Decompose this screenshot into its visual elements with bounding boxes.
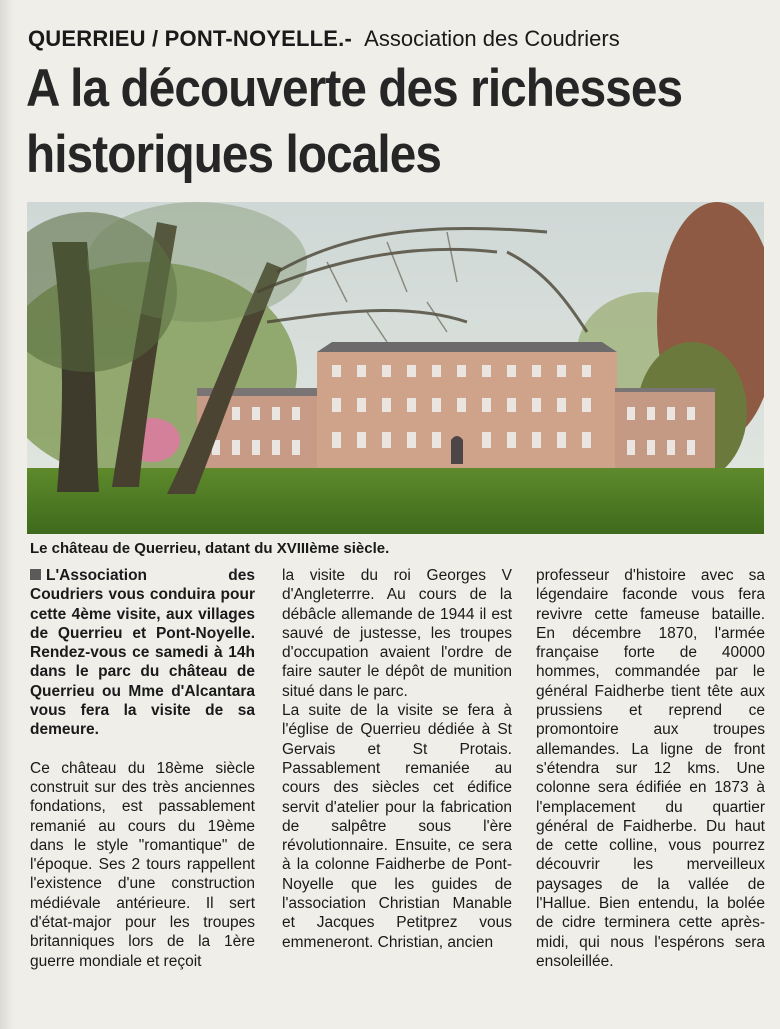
kicker-association: Association des Coudriers (364, 26, 620, 51)
article-lead-text: L'Association des Coudriers vous conduira pour cette 4ème visite, aux villages de Querrieu et Pont-Noyelle. Rendez-vous ce samedi à 14h dans le parc du château de Querrieu ou Mme d'Alcantara vous fera la visite de sa demeure. (30, 567, 255, 739)
kicker-location: QUERRIEU / PONT-NOYELLE.- (28, 26, 353, 51)
article-column-2 (282, 566, 512, 952)
article-paragraph: Ce château du 18ème siècle construit sur des très anciennes fondations, est passablement remanié au cours du 19ème dans le style "romantique" de l'époque. Ses 2 tours rappellent l'existence d'une construction médiévale antérieure. Il sert d'état-major pour les troupes britanniques lors de la 1ère guerre mondiale et reçoit (30, 759, 255, 970)
article-paragraph: professeur d'histoire avec sa légendaire faconde vous fera revivre cette fameuse bataille. En décembre 1870, l'armée française forte de 40000 hommes, commandée par le général Faidherbe tient tête aux prussiens et reprend ce promontoire aux troupes allemandes. La ligne de front s'étendra sur 12 kms. Une colonne sera édifiée en 1873 à l'emplacement du quartier général de Faidherbe. Du haut de cette colline, vous pourrez découvrir les merveilleux paysages de la vallée de l'Hallue. Bien entendu, la bolée de cidre terminera cette après-midi, qui nous l'espérons sera ensoleillée. (536, 567, 765, 970)
bullet-square-icon (30, 569, 41, 580)
headline: A la découverte des richesses historiques locales (26, 59, 683, 184)
kicker (28, 24, 620, 54)
chateau-photo (27, 202, 764, 534)
article-column-3 (536, 566, 765, 971)
article-paragraph: la visite du roi Georges V d'Angleterrre. Au cours de la débâcle allemande de 1944 il est sauvé de justesse, les troupes d'occupation avaient l'ordre de faire sauter le dépôt de munition situé dans le parc. (282, 567, 512, 700)
article-lead (30, 566, 255, 740)
article-paragraph: La suite de la visite se fera à l'église de Querrieu dédiée à St Gervais et St Protais. Passablement remaniée au cours des siècles cet édifice servit d'atelier pour la fabrication de salpêtre sous l'ère révolutionnaire. Ensuite, ce sera à la colonne Faidherbe de Pont-Noyelle que les guides de l'association Christian Manable et Jacques Petitprez vous emmeneront. Christian, ancien (282, 702, 512, 951)
article-column-1 (30, 566, 255, 971)
page-margin (0, 0, 14, 1029)
photo-caption: Le château de Querrieu, datant du XVIIIème siècle. (30, 540, 390, 557)
